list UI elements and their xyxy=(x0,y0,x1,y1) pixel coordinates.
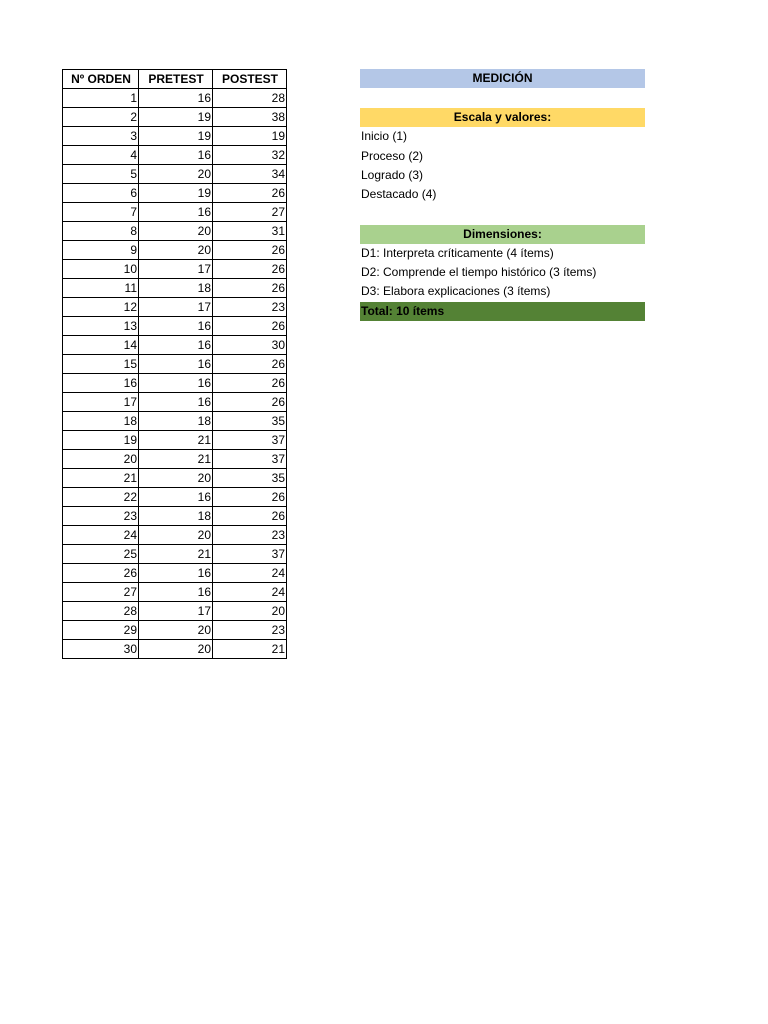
cell-orden[interactable]: 16 xyxy=(63,374,139,393)
cell-postest[interactable]: 31 xyxy=(213,222,287,241)
cell-pretest[interactable]: 16 xyxy=(139,393,213,412)
cell-orden[interactable]: 10 xyxy=(63,260,139,279)
cell-postest[interactable]: 26 xyxy=(213,241,287,260)
table-row xyxy=(63,431,287,450)
escala-item-logrado[interactable]: Logrado (3) xyxy=(361,168,424,182)
cell-orden[interactable]: 14 xyxy=(63,336,139,355)
cell-orden[interactable]: 6 xyxy=(63,184,139,203)
cell-orden[interactable]: 9 xyxy=(63,241,139,260)
cell-postest[interactable]: 26 xyxy=(213,260,287,279)
table-row xyxy=(63,583,287,602)
dimension-item-d2[interactable]: D2: Comprende el tiempo histórico (3 ítems) xyxy=(361,265,597,279)
cell-orden[interactable]: 5 xyxy=(63,165,139,184)
table-row xyxy=(63,412,287,431)
table-row xyxy=(63,222,287,241)
cell-pretest[interactable]: 19 xyxy=(139,184,213,203)
cell-orden[interactable]: 8 xyxy=(63,222,139,241)
cell-postest[interactable]: 21 xyxy=(213,640,287,659)
cell-pretest[interactable]: 17 xyxy=(139,602,213,621)
table-row xyxy=(63,165,287,184)
cell-postest[interactable]: 38 xyxy=(213,108,287,127)
cell-postest[interactable]: 26 xyxy=(213,488,287,507)
table-row xyxy=(63,127,287,146)
cell-postest[interactable]: 24 xyxy=(213,564,287,583)
cell-postest[interactable]: 26 xyxy=(213,279,287,298)
cell-postest[interactable]: 26 xyxy=(213,507,287,526)
dimension-item-d3[interactable]: D3: Elabora explicaciones (3 ítems) xyxy=(361,284,551,298)
cell-pretest[interactable]: 16 xyxy=(139,146,213,165)
cell-orden[interactable]: 23 xyxy=(63,507,139,526)
cell-orden[interactable]: 3 xyxy=(63,127,139,146)
cell-postest[interactable]: 26 xyxy=(213,317,287,336)
dimensiones-title: Dimensiones: xyxy=(463,227,542,241)
scores-table xyxy=(62,69,287,659)
cell-pretest[interactable]: 21 xyxy=(139,545,213,564)
cell-orden[interactable]: 22 xyxy=(63,488,139,507)
cell-pretest[interactable]: 16 xyxy=(139,203,213,222)
table-row xyxy=(63,355,287,374)
cell-pretest[interactable]: 18 xyxy=(139,507,213,526)
table-row xyxy=(63,203,287,222)
cell-orden[interactable]: 17 xyxy=(63,393,139,412)
cell-postest[interactable]: 24 xyxy=(213,583,287,602)
cell-orden[interactable]: 11 xyxy=(63,279,139,298)
table-row xyxy=(63,89,287,108)
escala-header[interactable] xyxy=(360,108,645,127)
header-pretest[interactable]: PRETEST xyxy=(139,70,213,89)
cell-orden[interactable]: 2 xyxy=(63,108,139,127)
dimensiones-header[interactable] xyxy=(360,225,645,244)
table-row xyxy=(63,298,287,317)
cell-pretest[interactable]: 18 xyxy=(139,279,213,298)
cell-orden[interactable]: 4 xyxy=(63,146,139,165)
cell-orden[interactable]: 7 xyxy=(63,203,139,222)
table-body xyxy=(63,89,287,659)
table-header-row xyxy=(63,70,287,89)
cell-pretest[interactable]: 16 xyxy=(139,583,213,602)
medicion-title: MEDICIÓN xyxy=(472,71,533,85)
table-row xyxy=(63,488,287,507)
cell-pretest[interactable]: 16 xyxy=(139,374,213,393)
cell-pretest[interactable]: 16 xyxy=(139,89,213,108)
escala-item-proceso[interactable]: Proceso (2) xyxy=(361,149,424,163)
table-row xyxy=(63,336,287,355)
cell-orden[interactable]: 13 xyxy=(63,317,139,336)
table-row xyxy=(63,260,287,279)
dimension-item-d1[interactable]: D1: Interpreta críticamente (4 ítems) xyxy=(361,246,554,260)
table-row xyxy=(63,621,287,640)
table-row xyxy=(63,146,287,165)
cell-orden[interactable]: 29 xyxy=(63,621,139,640)
cell-orden[interactable]: 12 xyxy=(63,298,139,317)
cell-pretest[interactable]: 20 xyxy=(139,222,213,241)
cell-pretest[interactable]: 21 xyxy=(139,450,213,469)
header-orden[interactable]: Nº ORDEN xyxy=(63,70,139,89)
cell-orden[interactable]: 20 xyxy=(63,450,139,469)
cell-postest[interactable]: 30 xyxy=(213,336,287,355)
cell-postest[interactable]: 37 xyxy=(213,450,287,469)
table-row xyxy=(63,393,287,412)
cell-orden[interactable]: 26 xyxy=(63,564,139,583)
cell-postest[interactable]: 23 xyxy=(213,298,287,317)
cell-postest[interactable]: 23 xyxy=(213,621,287,640)
cell-orden[interactable]: 18 xyxy=(63,412,139,431)
cell-postest[interactable]: 23 xyxy=(213,526,287,545)
escala-title: Escala y valores: xyxy=(453,110,552,124)
table-row xyxy=(63,108,287,127)
cell-postest[interactable]: 35 xyxy=(213,412,287,431)
cell-postest[interactable]: 26 xyxy=(213,393,287,412)
cell-pretest[interactable]: 20 xyxy=(139,640,213,659)
cell-postest[interactable]: 34 xyxy=(213,165,287,184)
cell-postest[interactable]: 26 xyxy=(213,374,287,393)
cell-orden[interactable]: 19 xyxy=(63,431,139,450)
cell-postest[interactable]: 19 xyxy=(213,127,287,146)
cell-postest[interactable]: 26 xyxy=(213,355,287,374)
table-row xyxy=(63,507,287,526)
table-row xyxy=(63,545,287,564)
table-row xyxy=(63,374,287,393)
cell-pretest[interactable]: 20 xyxy=(139,241,213,260)
medicion-header[interactable] xyxy=(360,69,645,88)
cell-orden[interactable]: 21 xyxy=(63,469,139,488)
table-row xyxy=(63,602,287,621)
cell-pretest[interactable]: 16 xyxy=(139,355,213,374)
cell-postest[interactable]: 26 xyxy=(213,184,287,203)
cell-pretest[interactable]: 20 xyxy=(139,469,213,488)
cell-pretest[interactable]: 19 xyxy=(139,108,213,127)
table-row xyxy=(63,640,287,659)
cell-postest[interactable]: 27 xyxy=(213,203,287,222)
table-row xyxy=(63,184,287,203)
cell-postest[interactable]: 20 xyxy=(213,602,287,621)
table-row xyxy=(63,526,287,545)
cell-pretest[interactable]: 17 xyxy=(139,298,213,317)
escala-item-inicio[interactable]: Inicio (1) xyxy=(361,129,408,143)
table-row xyxy=(63,279,287,298)
cell-pretest[interactable]: 16 xyxy=(139,564,213,583)
cell-postest[interactable]: 37 xyxy=(213,431,287,450)
cell-pretest[interactable]: 20 xyxy=(139,165,213,184)
cell-orden[interactable]: 24 xyxy=(63,526,139,545)
cell-pretest[interactable]: 18 xyxy=(139,412,213,431)
cell-orden[interactable]: 15 xyxy=(63,355,139,374)
cell-orden[interactable]: 30 xyxy=(63,640,139,659)
cell-postest[interactable]: 28 xyxy=(213,89,287,108)
total-row[interactable] xyxy=(360,302,645,321)
cell-pretest[interactable]: 16 xyxy=(139,488,213,507)
cell-pretest[interactable]: 16 xyxy=(139,336,213,355)
cell-pretest[interactable]: 21 xyxy=(139,431,213,450)
cell-orden[interactable]: 1 xyxy=(63,89,139,108)
cell-orden[interactable]: 27 xyxy=(63,583,139,602)
table-row xyxy=(63,564,287,583)
table-row xyxy=(63,317,287,336)
table-row xyxy=(63,450,287,469)
cell-postest[interactable]: 32 xyxy=(213,146,287,165)
cell-postest[interactable]: 37 xyxy=(213,545,287,564)
header-postest[interactable]: POSTEST xyxy=(213,70,287,89)
cell-postest[interactable]: 35 xyxy=(213,469,287,488)
cell-pretest[interactable]: 20 xyxy=(139,526,213,545)
total-label: Total: 10 ítems xyxy=(361,304,445,318)
cell-orden[interactable]: 28 xyxy=(63,602,139,621)
cell-pretest[interactable]: 19 xyxy=(139,127,213,146)
escala-item-destacado[interactable]: Destacado (4) xyxy=(361,187,437,201)
cell-pretest[interactable]: 20 xyxy=(139,621,213,640)
table-row xyxy=(63,241,287,260)
cell-pretest[interactable]: 16 xyxy=(139,317,213,336)
cell-pretest[interactable]: 17 xyxy=(139,260,213,279)
table-row xyxy=(63,469,287,488)
cell-orden[interactable]: 25 xyxy=(63,545,139,564)
